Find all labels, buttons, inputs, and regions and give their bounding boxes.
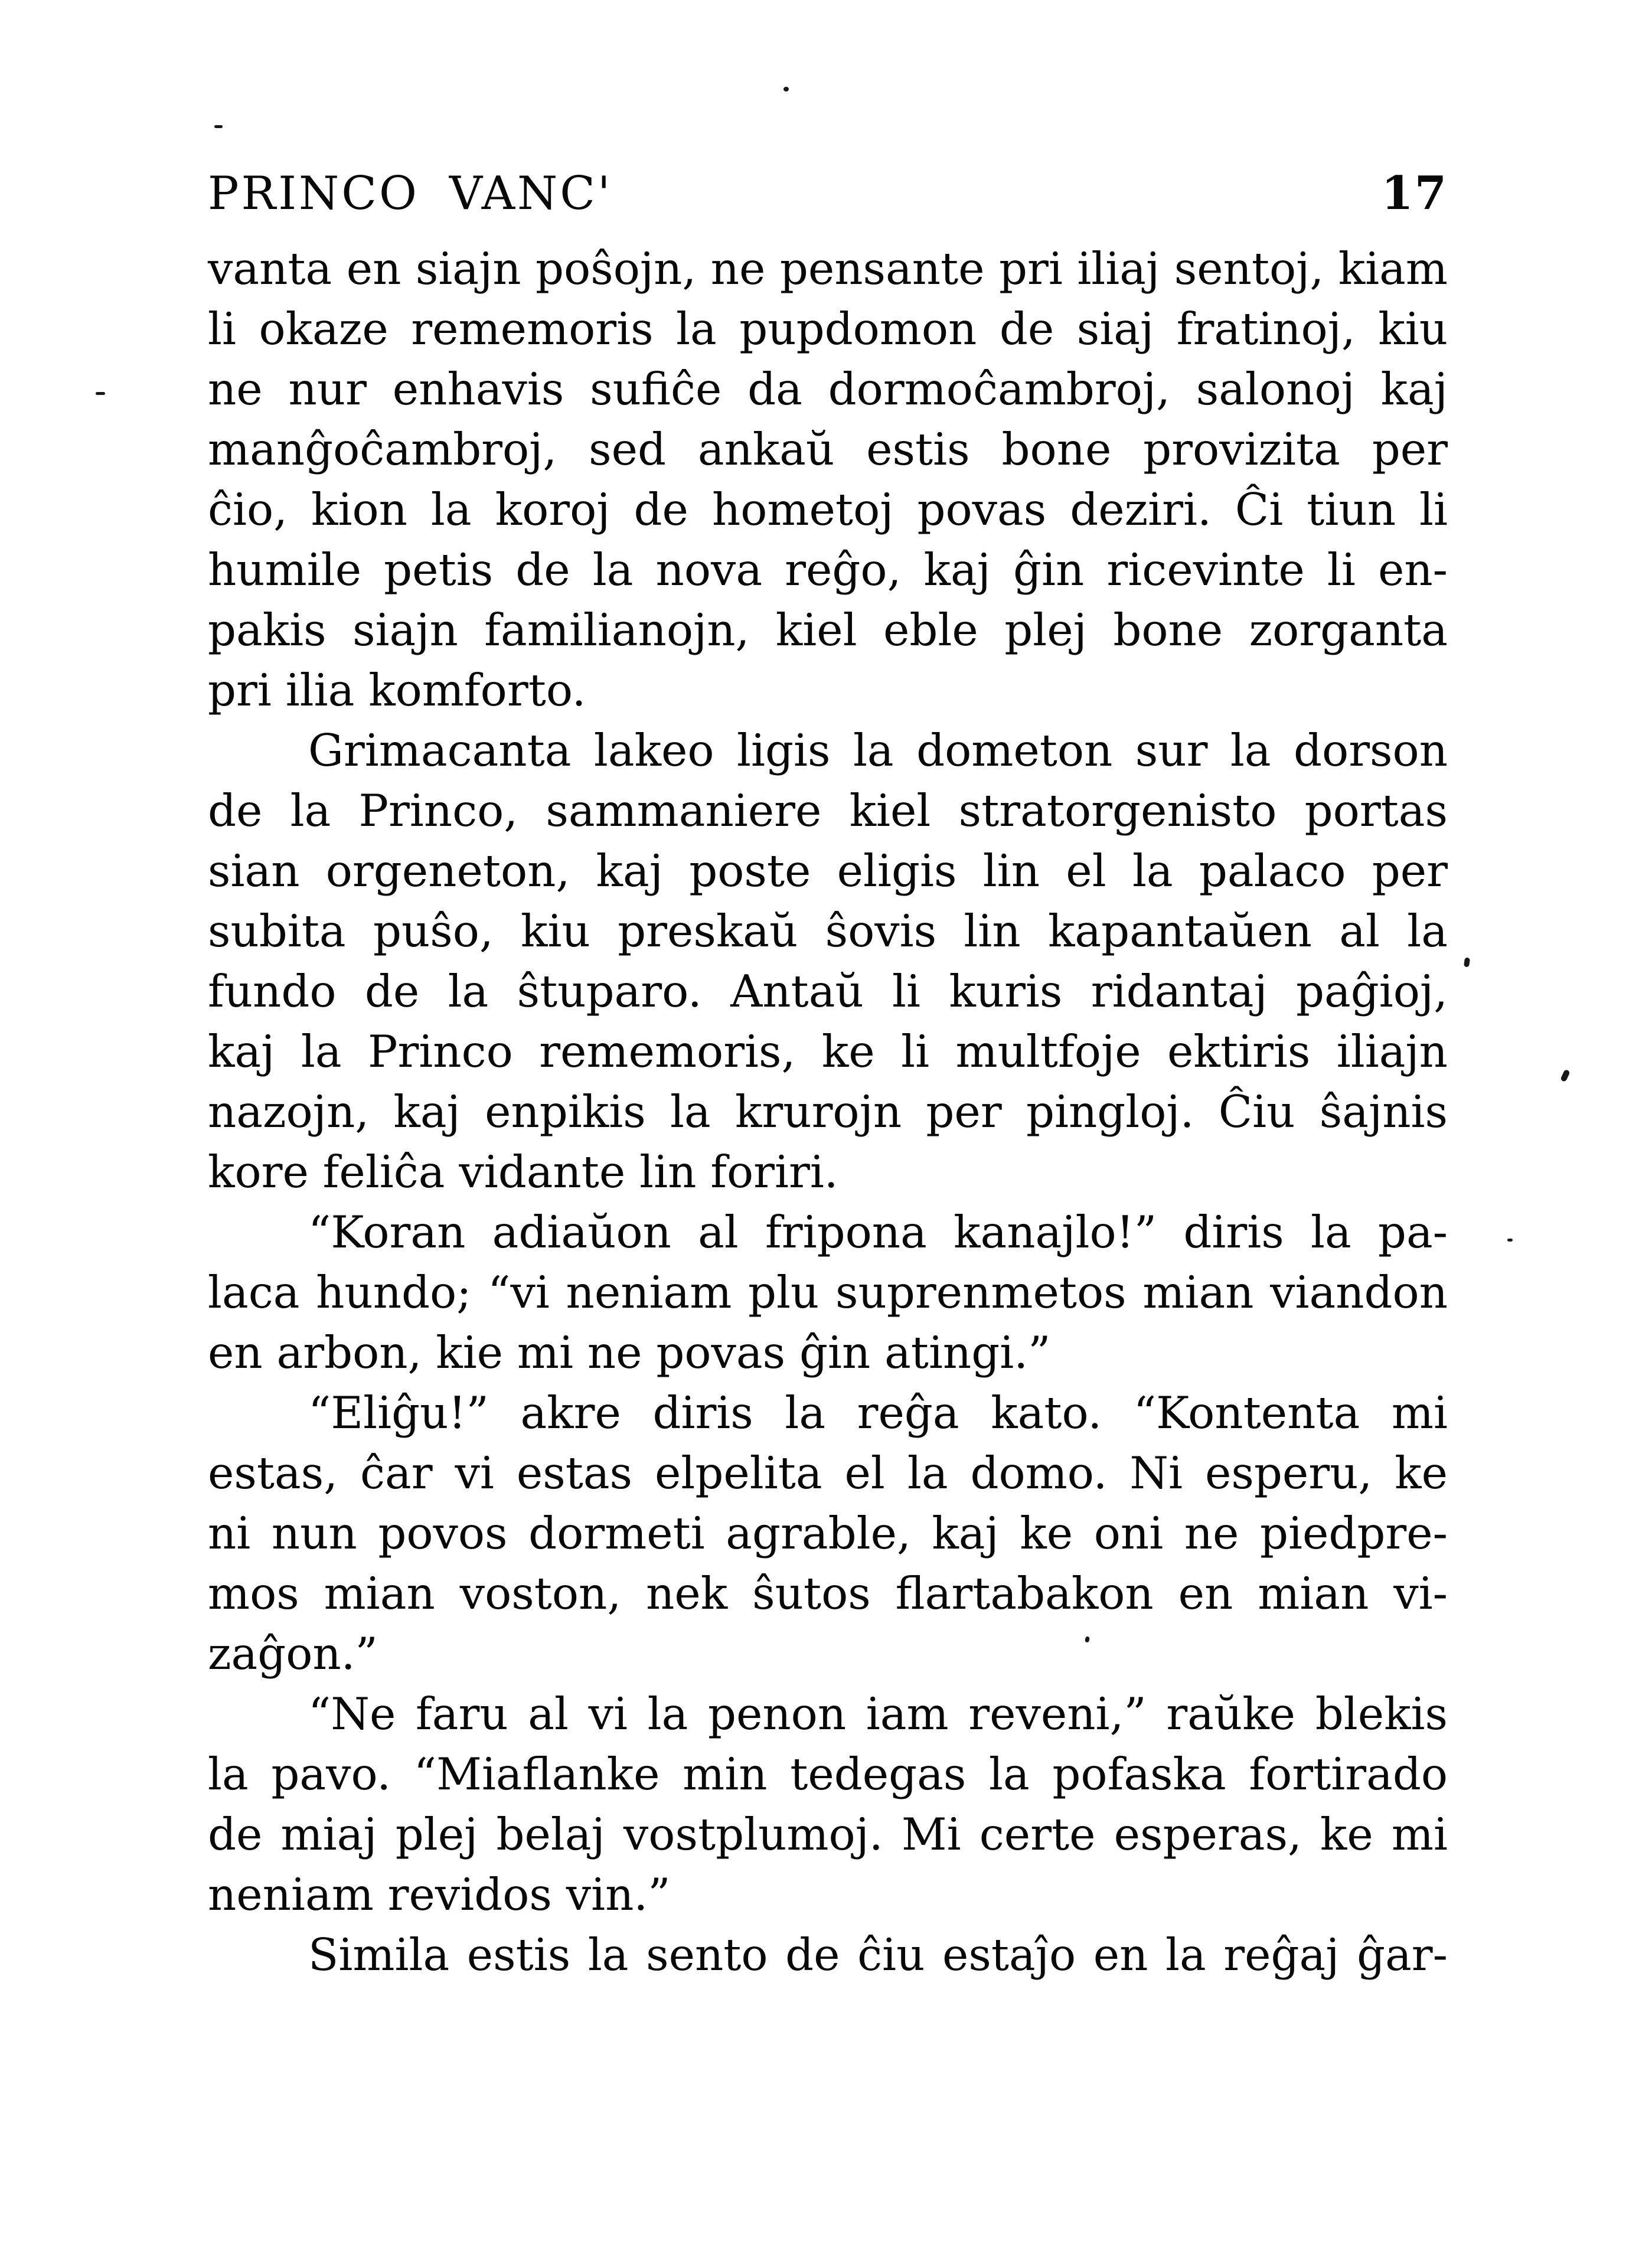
text-line: pakis siajn familianojn, kiel eble plej bone zorganta bbox=[208, 604, 1448, 656]
text-line: “Ne faru al vi la penon iam reveni,” raŭke blekis bbox=[308, 1688, 1448, 1740]
text-line: kaj la Princo rememoris, ke li multfoje ektiris iliajn bbox=[208, 1025, 1448, 1077]
text-line: estas, ĉar vi estas elpelita el la domo. Ni esperu, ke bbox=[208, 1447, 1448, 1499]
running-title: PRINCO VANC' bbox=[208, 167, 613, 220]
text-line: pri ilia komforto. bbox=[208, 664, 586, 716]
text-line: Grimacanta lakeo ligis la dometon sur la dorson bbox=[308, 724, 1448, 776]
text-line: en arbon, kie mi ne povas ĝin atingi.” bbox=[208, 1327, 1051, 1379]
text-line: ni nun povos dormeti agrable, kaj ke oni ne piedpre- bbox=[208, 1507, 1448, 1559]
page-header bbox=[208, 166, 1448, 220]
text-line: neniam revidos vin.” bbox=[208, 1869, 671, 1920]
text-line: ĉio, kion la koroj de hometoj povas deziri. Ĉi tiun li bbox=[208, 484, 1448, 535]
ink-speck bbox=[783, 87, 789, 92]
ink-speck bbox=[1507, 1239, 1513, 1242]
text-line: ne nur enhavis sufiĉe da dormoĉambroj, salonoj kaj bbox=[208, 363, 1448, 415]
ink-speck bbox=[214, 125, 223, 128]
ink-speck bbox=[96, 392, 105, 395]
body-text bbox=[208, 239, 1448, 1985]
page-number: 17 bbox=[1381, 166, 1448, 220]
text-line: Simila estis la sento de ĉiu estaĵo en la reĝaj ĝar- bbox=[308, 1929, 1448, 1981]
text-line: nazojn, kaj enpikis la krurojn per pingloj. Ĉiu ŝajnis bbox=[208, 1086, 1448, 1138]
text-line: subita puŝo, kiu preskaŭ ŝovis lin kapantaŭen al la bbox=[208, 905, 1448, 957]
text-line: zaĝon.” bbox=[208, 1628, 378, 1680]
text-line: de la Princo, sammaniere kiel stratorgenisto portas bbox=[208, 785, 1448, 837]
text-line: kore feliĉa vidante lin foriri. bbox=[208, 1146, 838, 1198]
text-line: humile petis de la nova reĝo, kaj ĝin ricevinte li en- bbox=[208, 544, 1448, 596]
text-line: manĝoĉambroj, sed ankaŭ estis bone provizita per bbox=[208, 423, 1448, 475]
text-line: la pavo. “Miaflanke min tedegas la pofaska fortirado bbox=[208, 1748, 1448, 1800]
text-line: mos mian voston, nek ŝutos flartabakon en mian vi- bbox=[208, 1567, 1448, 1619]
text-line: fundo de la ŝtuparo. Antaŭ li kuris ridantaj paĝioj, bbox=[208, 965, 1448, 1017]
text-line: laca hundo; “vi neniam plu suprenmetos mian viandon bbox=[208, 1266, 1448, 1318]
text-line: vanta en siajn poŝojn, ne pensante pri iliaj sentoj, kiam bbox=[208, 243, 1448, 295]
text-line: li okaze rememoris la pupdomon de siaj fratinoj, kiu bbox=[208, 303, 1448, 355]
text-line: “Koran adiaŭon al fripona kanajlo!” diris la pa- bbox=[308, 1206, 1448, 1258]
text-line: “Eliĝu!” akre diris la reĝa kato. “Kontenta mi bbox=[308, 1387, 1448, 1439]
text-line: de miaj plej belaj vostplumoj. Mi certe esperas, ke mi bbox=[208, 1808, 1448, 1860]
ink-speck bbox=[1560, 1069, 1571, 1082]
text-line: sian orgeneton, kaj poste eligis lin el la palaco per bbox=[208, 845, 1448, 897]
ink-speck bbox=[1464, 957, 1470, 967]
